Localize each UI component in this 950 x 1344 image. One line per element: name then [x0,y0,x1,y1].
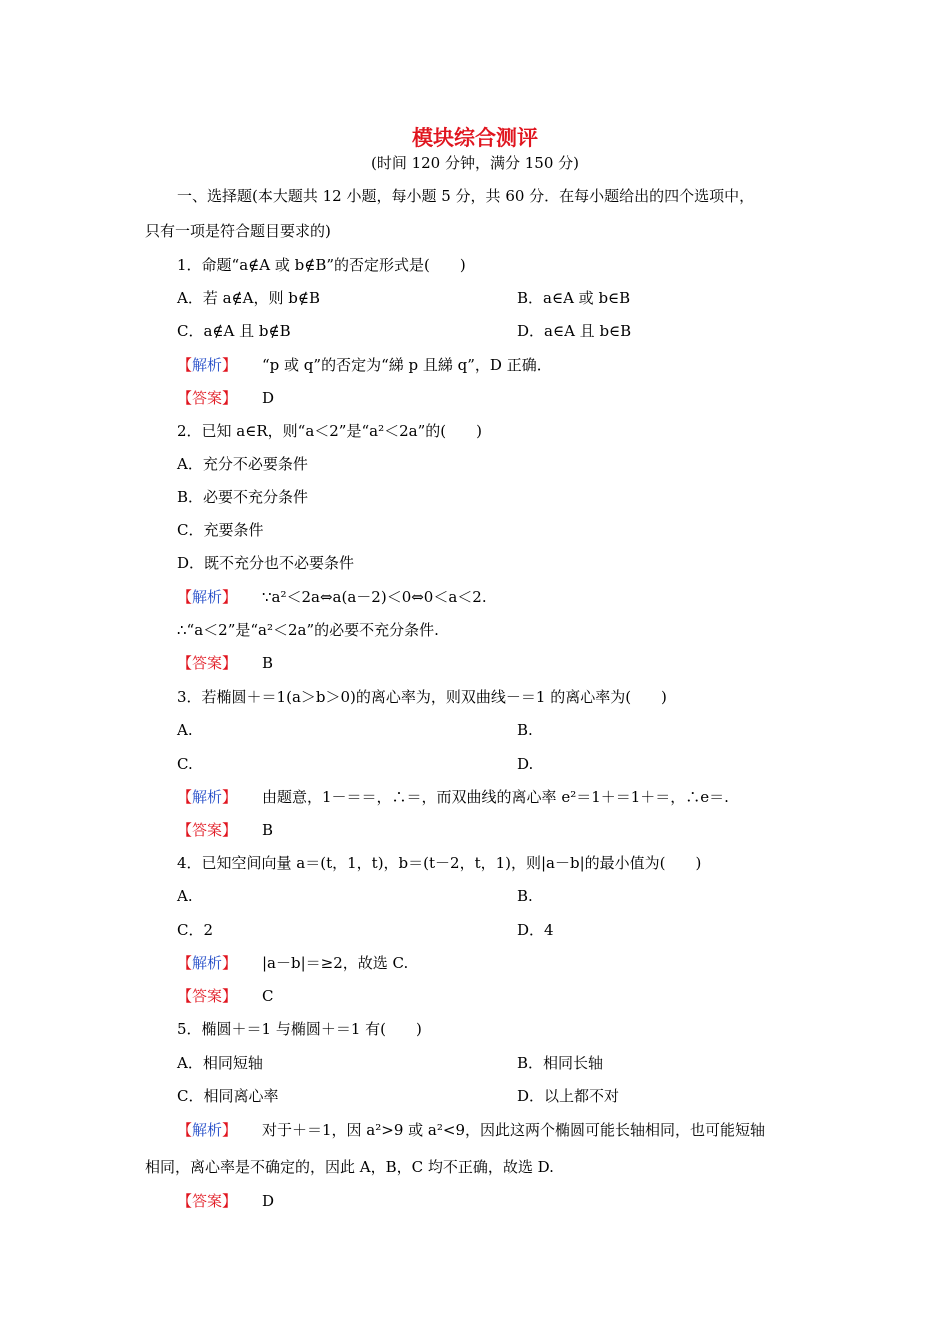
option: A. [177,887,193,905]
option: D. [517,755,534,773]
analysis-text: ∵a²＜2a⇔a(a－2)＜0⇔0＜a＜2. [262,588,487,606]
answer-tag: 【答案】 [177,654,238,672]
answer-value: B [262,654,274,672]
analysis-text: 对于＋＝1，因 a²>9 或 a²<9，因此这两个椭圆可能长轴相同，也可能短轴 [262,1121,765,1139]
question-stem: 1．命题“a∉A 或 b∉B”的否定形式是( ) [177,256,466,274]
option: C．相同离心率 [177,1087,279,1105]
option: C．2 [177,921,214,939]
answer-tag: 【答案】 [177,1192,238,1210]
option: D．a∈A 且 b∈B [517,322,632,340]
analysis-text: “p 或 q”的否定为“綈 p 且綈 q”，D 正确． [262,356,552,374]
option: B. [517,887,533,905]
question-stem: 5．椭圆＋＝1 与椭圆＋＝1 有( ) [177,1020,422,1038]
option: A．充分不必要条件 [177,455,308,473]
option: A．若 a∉A，则 b∉B [177,289,320,307]
answer-value: D [262,1192,275,1210]
analysis-tag: 【解析】 [177,788,238,806]
option: B．相同长轴 [517,1054,604,1072]
section-intro: 一、选择题(本大题共 12 小题，每小题 5 分，共 60 分．在每小题给出的四个选项中， [177,187,755,205]
analysis-tag: 【解析】 [177,1121,238,1139]
option: D．既不充分也不必要条件 [177,554,355,572]
question-stem: 2．已知 a∈R，则“a＜2”是“a²＜2a”的( ) [177,422,482,440]
section-intro-cont: 只有一项是符合题目要求的) [145,222,331,240]
answer-value: C [262,987,274,1005]
option: C．充要条件 [177,521,264,539]
analysis-tag: 【解析】 [177,356,238,374]
analysis-text: ∴“a＜2”是“a²＜2a”的必要不充分条件. [177,621,439,639]
analysis-text: |a－b|＝≥2，故选 C. [262,954,409,972]
analysis-tag: 【解析】 [177,588,238,606]
page-title: 模块综合测评 [412,125,538,150]
option: C．a∉A 且 b∉B [177,322,291,340]
option: B．必要不充分条件 [177,488,309,506]
question-stem: 3．若椭圆＋＝1(a＞b＞0)的离心率为，则双曲线－＝1 的离心率为( ) [177,688,667,706]
option: B. [517,721,533,739]
option: D．以上都不对 [517,1087,620,1105]
answer-tag: 【答案】 [177,821,238,839]
answer-value: D [262,389,275,407]
analysis-tag: 【解析】 [177,954,238,972]
option: B．a∈A 或 b∈B [517,289,631,307]
option: A．相同短轴 [177,1054,263,1072]
answer-value: B [262,821,274,839]
option: D．4 [517,921,554,939]
question-stem: 4．已知空间向量 a＝(t，1，t)，b＝(t－2，t，1)，则|a－b|的最小值为( ) [177,854,702,872]
option: C. [177,755,193,773]
option: A. [177,721,193,739]
answer-tag: 【答案】 [177,987,238,1005]
analysis-text: 由题意，1－＝＝，∴＝，而双曲线的离心率 e²＝1＋＝1＋＝，∴e＝. [262,788,729,806]
page-subtitle: (时间 120 分钟，满分 150 分) [370,154,580,172]
analysis-text: 相同，离心率是不确定的，因此 A，B，C 均不正确，故选 D. [145,1158,554,1176]
answer-tag: 【答案】 [177,389,238,407]
